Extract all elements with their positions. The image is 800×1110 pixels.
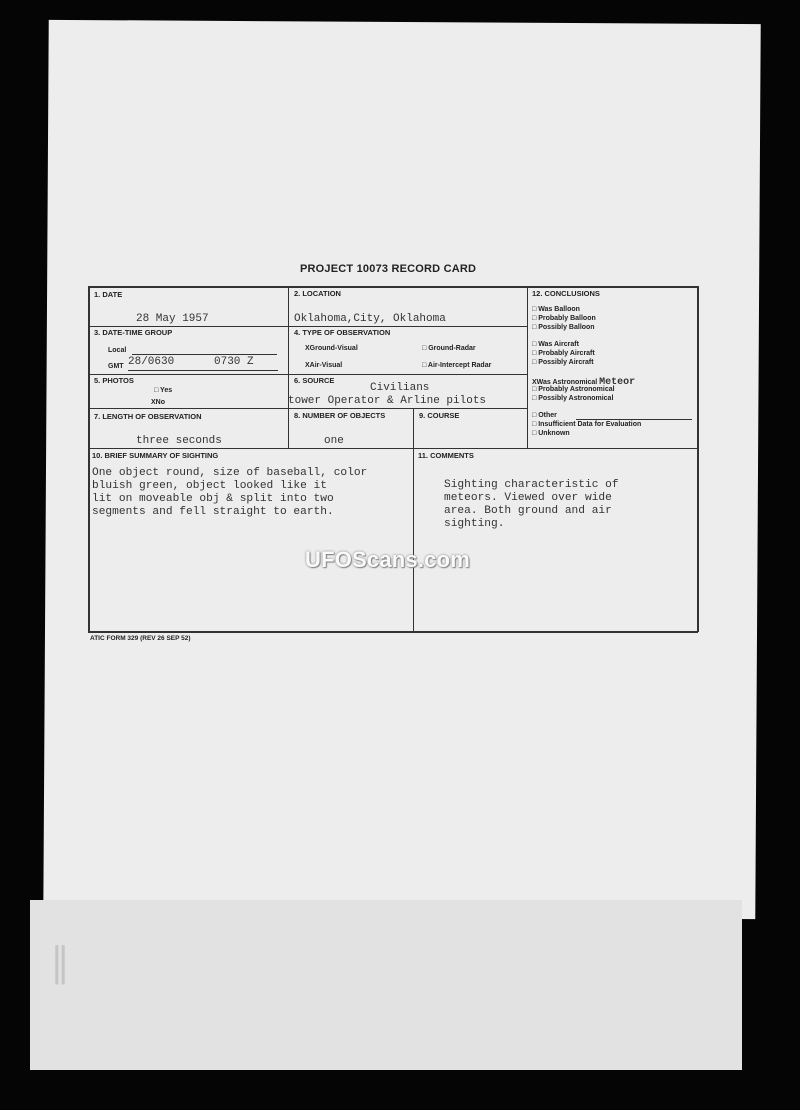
- dtg-local-label: Local: [108, 347, 127, 354]
- source-label: 6. SOURCE: [294, 376, 335, 385]
- record-card: [88, 286, 698, 632]
- frame-right: [697, 286, 699, 632]
- scan-smudge: ∥: [50, 941, 70, 985]
- conclusion-text: Was Balloon: [538, 306, 580, 313]
- objects-label: 8. NUMBER OF OBJECTS: [294, 411, 386, 420]
- conclusion-other-line: [576, 419, 692, 420]
- date-label: 1. DATE: [94, 290, 123, 299]
- divider-row3: [88, 408, 528, 409]
- conclusion-possibly-aircraft: □ Possibly Aircraft: [532, 359, 594, 366]
- comments-text: Sighting characteristic of meteors. Viewed over wide area. Both ground and air sighting.: [444, 479, 619, 530]
- course-label: 9. COURSE: [419, 411, 460, 420]
- conclusion-was-aircraft: □ Was Aircraft: [532, 341, 579, 348]
- dtg-gmt-value: 28/0630: [128, 356, 175, 368]
- conclusion-text: Possibly Balloon: [538, 324, 595, 331]
- card-title: PROJECT 10073 RECORD CARD: [300, 263, 477, 275]
- dtg-label: 3. DATE-TIME GROUP: [94, 328, 173, 337]
- conclusion-probably-astronomical: □ Probably Astronomical: [532, 386, 615, 393]
- divider-row4: [88, 448, 698, 449]
- conclusion-text: Probably Aircraft: [538, 350, 595, 357]
- conclusion-text: XWas Astronomical: [532, 379, 598, 386]
- conclusion-possibly-balloon: □ Possibly Balloon: [532, 324, 595, 331]
- photos-yes-text: Yes: [160, 387, 173, 394]
- conclusion-was-balloon: □ Was Balloon: [532, 306, 580, 313]
- dtg-gmt-line: [128, 370, 278, 371]
- frame-bottom: [88, 631, 698, 633]
- form-number: ATIC FORM 329 (REV 26 SEP 52): [90, 635, 191, 642]
- divider-row1: [88, 326, 528, 327]
- conclusion-unknown: □ Unknown: [532, 430, 570, 437]
- type-air-visual: XAir-Visual: [305, 362, 343, 369]
- divider-row2: [88, 374, 528, 375]
- photos-no: XNo: [151, 399, 165, 406]
- photos-label: 5. PHOTOS: [94, 376, 134, 385]
- divider-col3: [527, 286, 528, 448]
- frame-left: [88, 286, 90, 632]
- summary-label: 10. BRIEF SUMMARY OF SIGHTING: [92, 451, 219, 460]
- conclusion-other: □ Other: [532, 412, 557, 419]
- length-value: three seconds: [136, 435, 222, 447]
- dtg-gmt-label: GMT: [108, 363, 124, 370]
- type-ground-radar-text: Ground-Radar: [428, 345, 476, 352]
- divider-col1: [288, 286, 289, 448]
- summary-text: One object round, size of baseball, color bluish green, object looked like it lit on moveable obj & split into two segments and fell straight to earth.: [92, 467, 368, 518]
- conclusion-probably-aircraft: □ Probably Aircraft: [532, 350, 595, 357]
- conclusion-text: Possibly Aircraft: [538, 359, 594, 366]
- conclusion-text: Probably Astronomical: [538, 386, 615, 393]
- dtg-z-value: 0730 Z: [214, 356, 254, 368]
- source-value-1: Civilians: [370, 382, 430, 394]
- location-value: Oklahoma,City, Oklahoma: [294, 313, 446, 325]
- photos-yes: □ Yes: [154, 387, 173, 394]
- source-value-2: tower Operator & Arline pilots: [288, 395, 487, 407]
- conclusion-text: Probably Balloon: [538, 315, 596, 322]
- objects-value: one: [324, 435, 344, 447]
- type-label: 4. TYPE OF OBSERVATION: [294, 328, 391, 337]
- conclusion-insufficient-data: □ Insufficient Data for Evaluation: [532, 421, 642, 428]
- conclusion-meteor-handwritten: Meteor: [599, 377, 636, 388]
- comments-label: 11. COMMENTS: [418, 451, 474, 460]
- conclusion-text: Other: [538, 412, 557, 419]
- conclusion-text: Possibly Astronomical: [538, 395, 614, 402]
- conclusion-probably-balloon: □ Probably Balloon: [532, 315, 596, 322]
- conclusion-text: Unknown: [538, 430, 570, 437]
- type-air-radar: □ Air-Intercept Radar: [422, 362, 492, 369]
- conclusion-text: Was Aircraft: [538, 341, 579, 348]
- conclusion-possibly-astronomical: □ Possibly Astronomical: [532, 395, 614, 402]
- paper-lower-edge: [30, 900, 742, 1070]
- conclusion-text: Insufficient Data for Evaluation: [538, 421, 642, 428]
- conclusions-label: 12. CONCLUSIONS: [532, 289, 600, 298]
- length-label: 7. LENGTH OF OBSERVATION: [94, 412, 202, 421]
- watermark: UFOScans.com: [305, 547, 471, 572]
- frame-top: [88, 286, 698, 288]
- type-ground-visual: XGround-Visual: [305, 345, 358, 352]
- type-air-radar-text: Air-Intercept Radar: [427, 362, 492, 369]
- location-label: 2. LOCATION: [294, 289, 341, 298]
- type-ground-radar: □ Ground-Radar: [422, 345, 476, 352]
- date-value: 28 May 1957: [136, 313, 209, 325]
- dtg-local-line: [132, 354, 277, 355]
- divider-course: [413, 408, 414, 632]
